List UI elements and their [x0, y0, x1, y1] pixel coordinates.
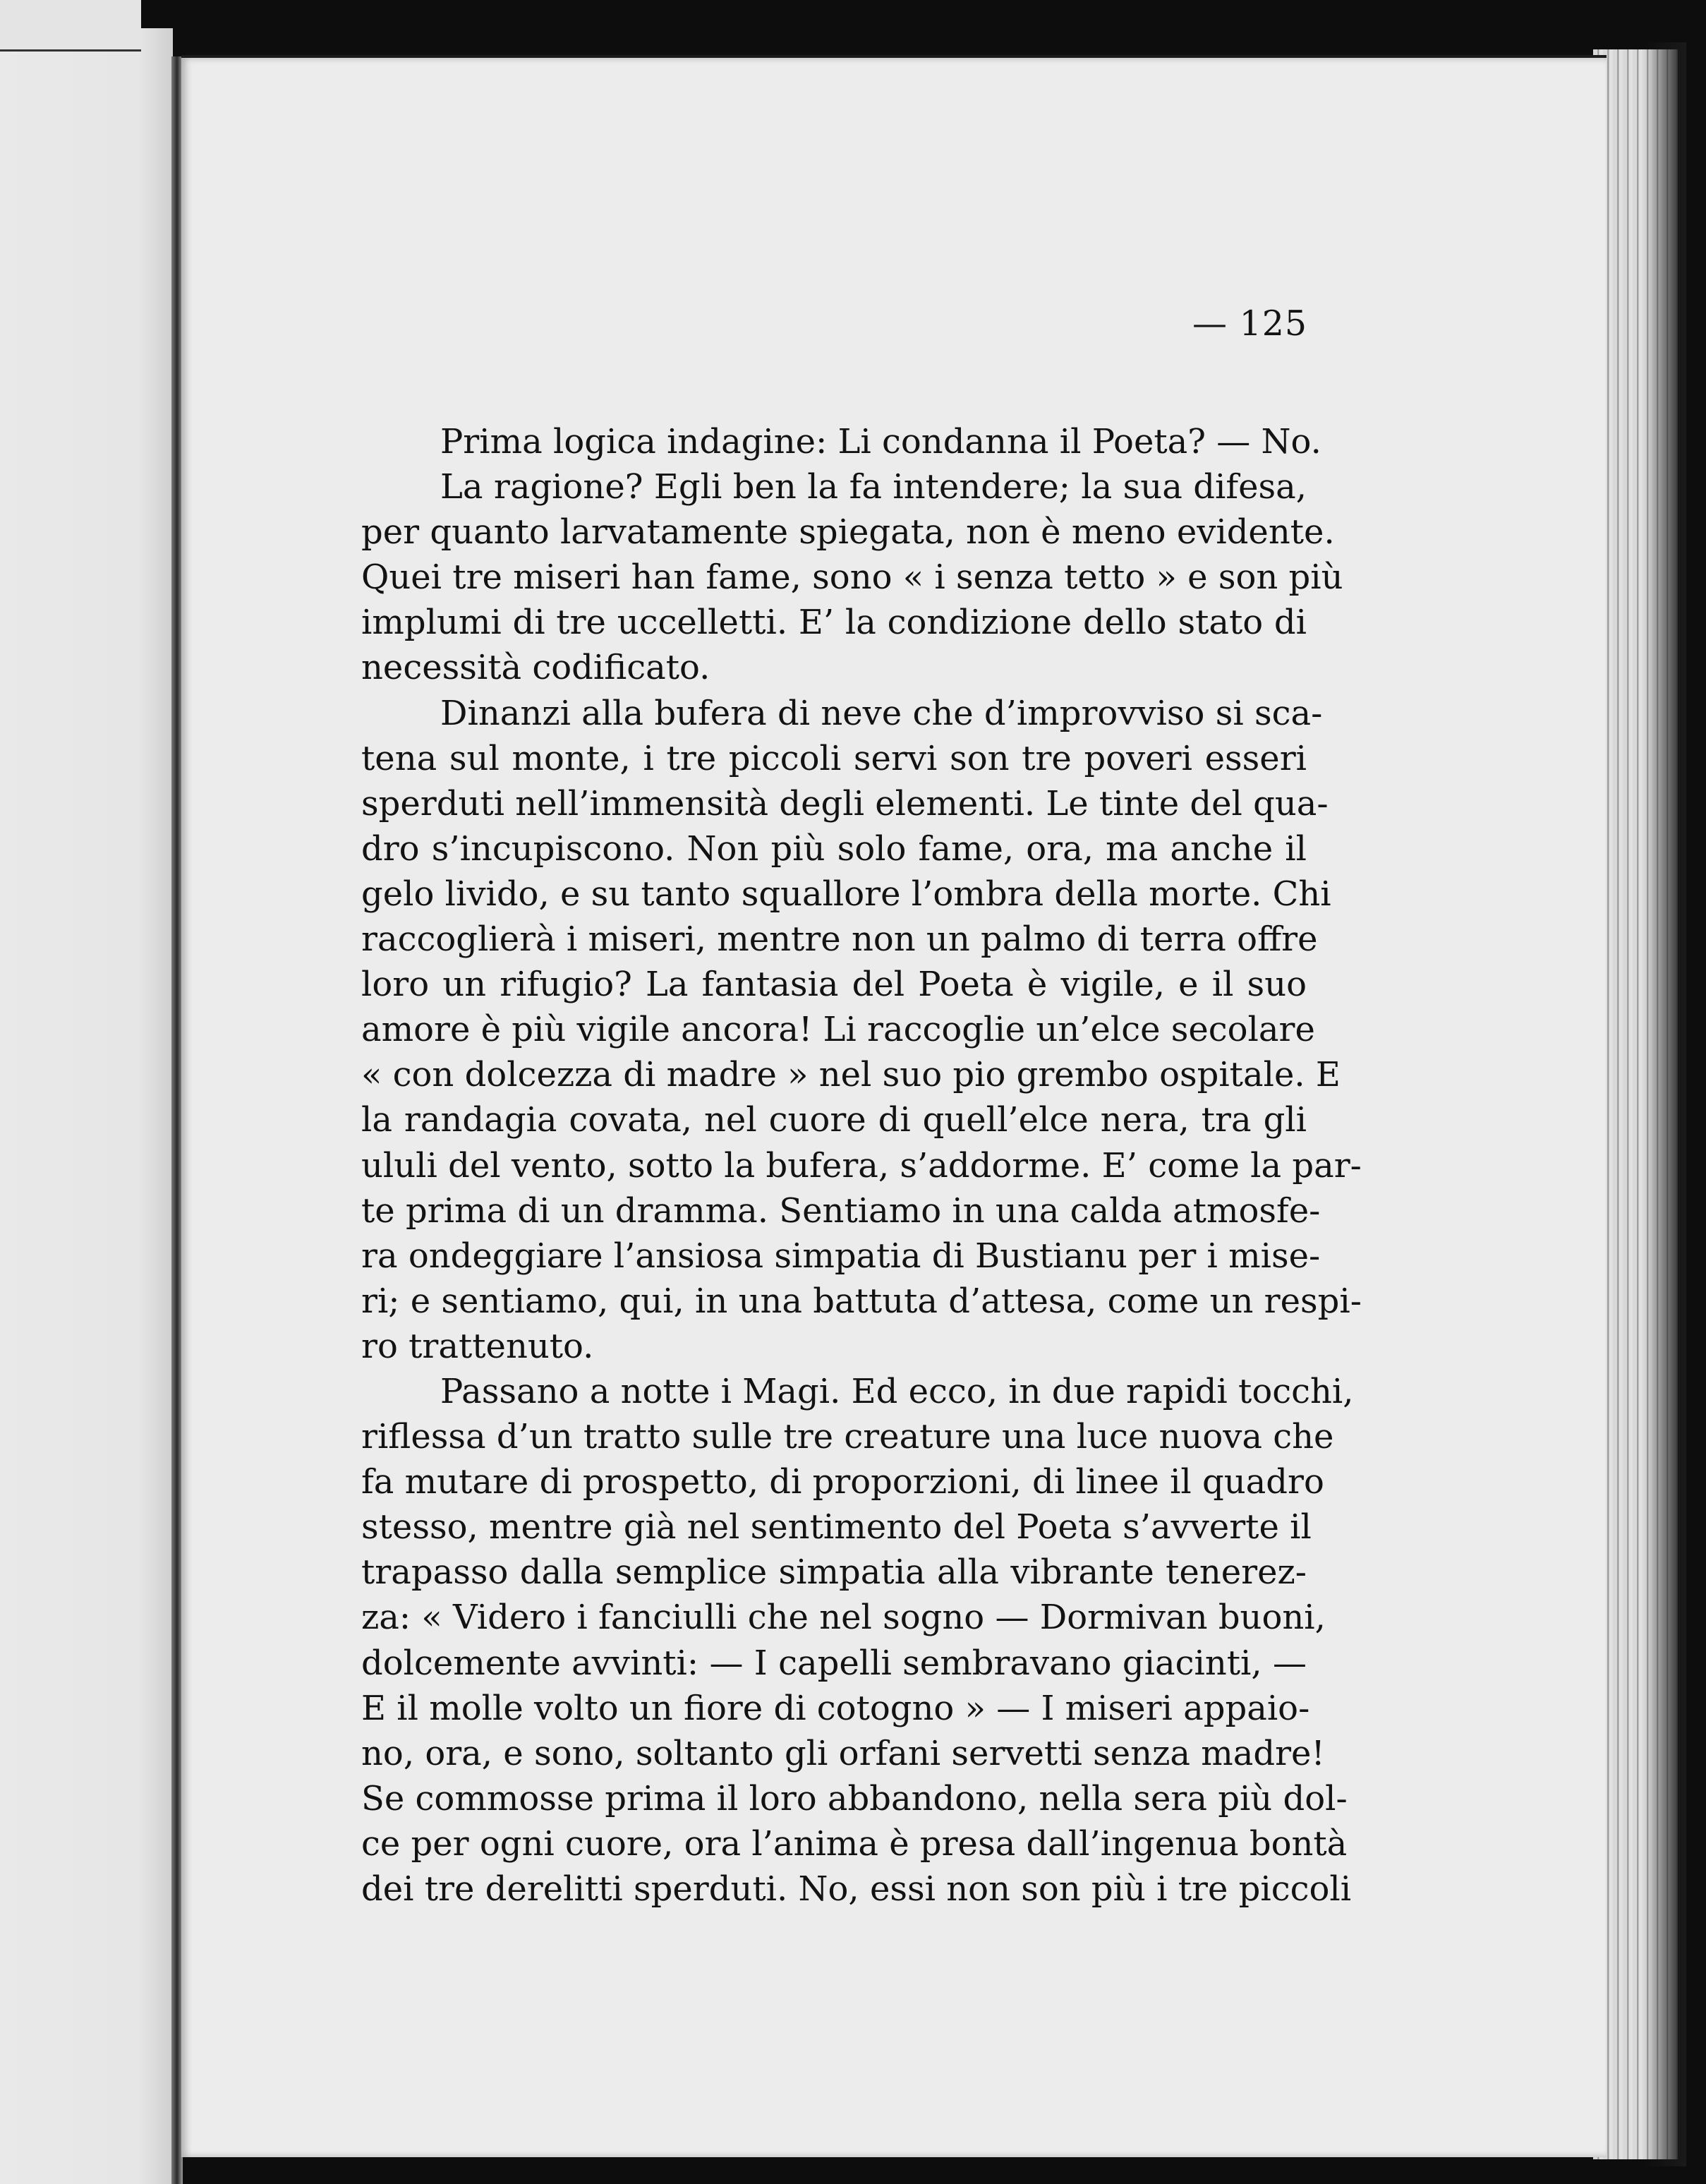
text-line: ra ondeggiare l’ansiosa simpatia di Bustianu per i mise-	[361, 1236, 1321, 1276]
text-line: amore è più vigile ancora! Li raccoglie un’elce secolare	[361, 1010, 1315, 1050]
text-line: te prima di un dramma. Sentiamo in una calda atmosfe-	[361, 1190, 1321, 1231]
text-line: sperduti nell’immensità degli elementi. Le tinte del qua-	[361, 783, 1329, 823]
text-line: « con dolcezza di madre » nel suo pio grembo ospitale. E	[361, 1055, 1341, 1095]
text-line: necessità codificato.	[361, 648, 710, 688]
text-line: Passano a notte i Magi. Ed ecco, in due rapidi tocchi,	[440, 1371, 1354, 1411]
body-text	[361, 419, 1362, 1912]
text-line: ri; e sentiamo, qui, in una battuta d’attesa, come un respi-	[361, 1281, 1362, 1321]
text-line: raccoglierà i miseri, mentre non un palmo di terra offre	[361, 919, 1318, 960]
text-line: fa mutare di prospetto, di proporzioni, di linee il quadro	[361, 1462, 1324, 1502]
text-line: loro un rifugio? La fantasia del Poeta è vigile, e il suo	[361, 965, 1307, 1005]
text-line: riflessa d’un tratto sulle tre creature una luce nuova che	[361, 1417, 1334, 1457]
text-line: stesso, mentre già nel sentimento del Poeta s’avverte il	[361, 1507, 1312, 1547]
text-line: no, ora, e sono, soltanto gli orfani servetti senza madre!	[361, 1733, 1325, 1773]
text-line: Se commosse prima il loro abbandono, nella sera più dol-	[361, 1778, 1348, 1818]
text-line: Quei tre miseri han fame, sono « i senza tetto » e son più	[361, 557, 1343, 598]
text-line: per quanto larvatamente spiegata, non è meno evidente.	[361, 512, 1335, 553]
page-number: — 125	[1192, 303, 1308, 344]
text-line: ce per ogni cuore, ora l’anima è presa dall’ingenua bontà	[361, 1823, 1348, 1864]
text-line: Prima logica indagine: Li condanna il Poeta? — No.	[440, 422, 1321, 461]
text-line: dolcemente avvinti: — I capelli sembravano giacinti, —	[361, 1643, 1307, 1683]
text-line: ululi del vento, sotto la bufera, s’addorme. E’ come la par-	[361, 1145, 1362, 1185]
text-line: gelo livido, e su tanto squallore l’ombra della morte. Chi	[361, 874, 1331, 914]
text-line: tena sul monte, i tre piccoli servi son tre poveri esseri	[361, 738, 1307, 778]
page-stack-shadow	[1644, 42, 1686, 2166]
text-line: dro s’incupiscono. Non più solo fame, ora, ma anche il	[361, 828, 1307, 869]
text-line: Dinanzi alla bufera di neve che d’improvviso si sca-	[440, 693, 1323, 733]
text-line: la randagia covata, nel cuore di quell’elce nera, tra gli	[361, 1100, 1307, 1140]
text-line: La ragione? Egli ben la fa intendere; la sua difesa,	[440, 467, 1307, 507]
text-line: dei tre derelitti sperduti. No, essi non son più i tre piccoli	[361, 1869, 1352, 1909]
text-line: za: « Videro i fanciulli che nel sogno — Dormivan buoni,	[361, 1598, 1326, 1638]
text-line: trapasso dalla semplice simpatia alla vibrante tenerez-	[361, 1552, 1307, 1593]
text-line: implumi di tre uccelletti. E’ la condizione dello stato di	[361, 603, 1307, 643]
facing-page-edge	[0, 28, 173, 2184]
text-line: ro trattenuto.	[361, 1326, 594, 1366]
text-line: E il molle volto un fiore di cotogno » — I miseri appaio-	[361, 1688, 1310, 1728]
facing-page-top-corner	[0, 0, 141, 52]
